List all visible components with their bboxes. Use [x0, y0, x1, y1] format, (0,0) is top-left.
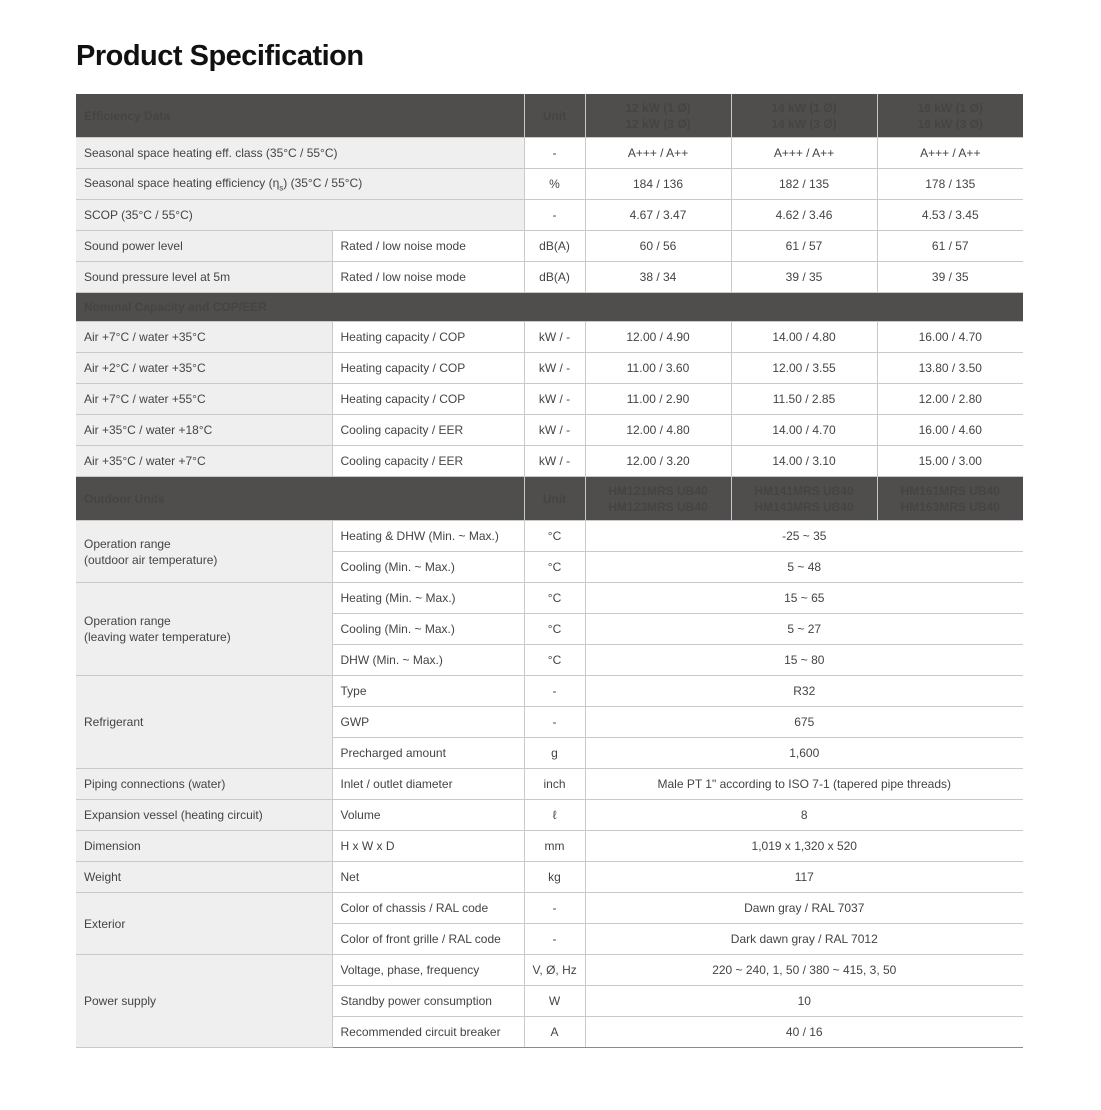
row-unit: kW / -: [524, 446, 585, 477]
row-value: A+++ / A++: [731, 138, 877, 169]
model-header: [877, 94, 1023, 138]
model-header: [585, 94, 731, 138]
row-sublabel: Cooling capacity / EER: [332, 415, 524, 446]
row-value: 4.67 / 3.47: [585, 200, 731, 231]
row-value: 13.80 / 3.50: [877, 353, 1023, 384]
table-row: [76, 521, 1023, 552]
row-sublabel: H x W x D: [332, 831, 524, 862]
label-subscript: s: [279, 183, 284, 193]
row-label: [76, 955, 332, 1048]
table-row: [76, 262, 1023, 293]
row-unit: -: [524, 676, 585, 707]
row-unit: inch: [524, 769, 585, 800]
row-unit: -: [524, 138, 585, 169]
row-unit: kW / -: [524, 322, 585, 353]
row-value: -25 ~ 35: [585, 521, 1023, 552]
row-sublabel: DHW (Min. ~ Max.): [332, 645, 524, 676]
header-line: 16 kW (1 Ø): [917, 100, 983, 115]
row-sublabel: Precharged amount: [332, 738, 524, 769]
header-line: 16 kW (3 Ø): [917, 116, 983, 131]
row-value: 39 / 35: [731, 262, 877, 293]
row-unit: V, Ø, Hz: [524, 955, 585, 986]
row-sublabel: Standby power consumption: [332, 986, 524, 1017]
row-value: 61 / 57: [877, 231, 1023, 262]
table-row: [76, 231, 1023, 262]
label-line: (leaving water temperature): [84, 630, 231, 644]
table-row: [76, 893, 1023, 924]
row-unit: °C: [524, 552, 585, 583]
row-value: Male PT 1" according to ISO 7-1 (tapered pipe threads): [585, 769, 1023, 800]
model-header: [585, 477, 731, 521]
row-value: 61 / 57: [731, 231, 877, 262]
table-row: [76, 138, 1023, 169]
table-row: [76, 583, 1023, 614]
table-row: [76, 831, 1023, 862]
header-line: 12 kW (1 Ø): [625, 100, 691, 115]
row-value: 117: [585, 862, 1023, 893]
label-text: ) (35°C / 55°C): [283, 175, 363, 190]
label-line: Dimension: [84, 839, 141, 853]
row-unit: °C: [524, 645, 585, 676]
row-unit: %: [524, 169, 585, 200]
row-value: 16.00 / 4.70: [877, 322, 1023, 353]
row-value: 12.00 / 4.90: [585, 322, 731, 353]
row-unit: -: [524, 707, 585, 738]
row-value: 12.00 / 4.80: [585, 415, 731, 446]
table-row: [76, 200, 1023, 231]
row-value: 11.00 / 2.90: [585, 384, 731, 415]
row-sublabel: Net: [332, 862, 524, 893]
label-line: (outdoor air temperature): [84, 552, 218, 567]
row-label: [76, 583, 332, 676]
row-value: 1,600: [585, 738, 1023, 769]
row-sublabel: Volume: [332, 800, 524, 831]
row-sublabel: Type: [332, 676, 524, 707]
table-row: [76, 800, 1023, 831]
row-value: 1,019 x 1,320 x 520: [585, 831, 1023, 862]
row-unit: W: [524, 986, 585, 1017]
label-line: Operation range: [84, 536, 171, 551]
table-row: [76, 384, 1023, 415]
table-row: [76, 769, 1023, 800]
row-unit: kW / -: [524, 353, 585, 384]
row-value: 15.00 / 3.00: [877, 446, 1023, 477]
row-value: 14.00 / 3.10: [731, 446, 877, 477]
table-row: [76, 862, 1023, 893]
row-unit: -: [524, 893, 585, 924]
row-value: 14.00 / 4.80: [731, 322, 877, 353]
label-line: Piping connections (water): [84, 777, 226, 791]
row-label: Sound power level: [76, 231, 332, 262]
row-label: SCOP (35°C / 55°C): [76, 200, 524, 231]
table-row: [76, 676, 1023, 707]
row-sublabel: Cooling capacity / EER: [332, 446, 524, 477]
row-sublabel: Inlet / outlet diameter: [332, 769, 524, 800]
row-unit: g: [524, 738, 585, 769]
row-sublabel: Heating & DHW (Min. ~ Max.): [332, 521, 524, 552]
row-value: 38 / 34: [585, 262, 731, 293]
label-line: Power supply: [84, 994, 157, 1008]
table-row: [76, 322, 1023, 353]
row-label: Air +35°C / water +18°C: [76, 415, 332, 446]
row-value: 12.00 / 2.80: [877, 384, 1023, 415]
row-value: 178 / 135: [877, 169, 1023, 200]
header-line: HM161MRS UB40: [900, 483, 1000, 498]
label-line: Refrigerant: [84, 715, 144, 729]
page-title: Product Specification: [76, 40, 364, 72]
row-value: 220 ~ 240, 1, 50 / 380 ~ 415, 3, 50: [585, 955, 1023, 986]
row-unit: mm: [524, 831, 585, 862]
row-value: 39 / 35: [877, 262, 1023, 293]
row-label: [76, 521, 332, 583]
row-value: 5 ~ 48: [585, 552, 1023, 583]
row-value: Dark dawn gray / RAL 7012: [585, 924, 1023, 955]
section-header-nominal: [76, 293, 1023, 322]
row-value: 184 / 136: [585, 169, 731, 200]
label-text: Seasonal space heating efficiency (η: [84, 175, 280, 190]
row-sublabel: Heating capacity / COP: [332, 322, 524, 353]
row-value: 40 / 16: [585, 1017, 1023, 1048]
row-sublabel: GWP: [332, 707, 524, 738]
row-label: [76, 800, 332, 831]
row-label: Air +7°C / water +35°C: [76, 322, 332, 353]
row-sublabel: Voltage, phase, frequency: [332, 955, 524, 986]
row-value: R32: [585, 676, 1023, 707]
row-unit: dB(A): [524, 262, 585, 293]
row-sublabel: Cooling (Min. ~ Max.): [332, 552, 524, 583]
row-value: A+++ / A++: [877, 138, 1023, 169]
header-line: 14 kW (1 Ø): [771, 100, 837, 115]
table-row: [76, 415, 1023, 446]
row-label: [76, 893, 332, 955]
row-unit: A: [524, 1017, 585, 1048]
spec-table: [76, 94, 1023, 1048]
row-sublabel: Rated / low noise mode: [332, 231, 524, 262]
label-line: Operation range: [84, 614, 171, 628]
row-sublabel: Heating capacity / COP: [332, 384, 524, 415]
row-unit: ℓ: [524, 800, 585, 831]
row-value: 12.00 / 3.55: [731, 353, 877, 384]
row-label: [76, 769, 332, 800]
label-line: Exterior: [84, 916, 126, 931]
row-sublabel: Rated / low noise mode: [332, 262, 524, 293]
section-title: Nominal Capacity and COP/EER: [76, 293, 1023, 322]
row-value: A+++ / A++: [585, 138, 731, 169]
row-value: 4.53 / 3.45: [877, 200, 1023, 231]
row-value: 14.00 / 4.70: [731, 415, 877, 446]
row-label: Sound pressure level at 5m: [76, 262, 332, 293]
row-unit: dB(A): [524, 231, 585, 262]
header-line: HM123MRS UB40: [608, 499, 708, 514]
row-value: 15 ~ 65: [585, 583, 1023, 614]
row-label: Seasonal space heating eff. class (35°C / 55°C): [76, 138, 524, 169]
table-row: [76, 446, 1023, 477]
row-value: Dawn gray / RAL 7037: [585, 893, 1023, 924]
section-header-efficiency: [76, 94, 1023, 138]
row-unit: °C: [524, 614, 585, 645]
row-label: [76, 676, 332, 769]
row-unit: °C: [524, 521, 585, 552]
row-value: 182 / 135: [731, 169, 877, 200]
row-unit: -: [524, 924, 585, 955]
row-value: 12.00 / 3.20: [585, 446, 731, 477]
row-label: Air +2°C / water +35°C: [76, 353, 332, 384]
header-line: HM141MRS UB40: [754, 483, 854, 498]
row-sublabel: Color of front grille / RAL code: [332, 924, 524, 955]
header-line: HM163MRS UB40: [900, 499, 1000, 514]
label-line: Expansion vessel (heating circuit): [84, 808, 263, 822]
row-value: 15 ~ 80: [585, 645, 1023, 676]
section-title: Efficiency Data: [76, 94, 524, 138]
row-value: 8: [585, 800, 1023, 831]
row-value: 675: [585, 707, 1023, 738]
row-label: Air +7°C / water +55°C: [76, 384, 332, 415]
row-label: [76, 169, 524, 200]
row-sublabel: Recommended circuit breaker: [332, 1017, 524, 1048]
row-unit: kW / -: [524, 415, 585, 446]
row-sublabel: Cooling (Min. ~ Max.): [332, 614, 524, 645]
row-label: Air +35°C / water +7°C: [76, 446, 332, 477]
row-value: 16.00 / 4.60: [877, 415, 1023, 446]
row-value: 11.50 / 2.85: [731, 384, 877, 415]
row-value: 11.00 / 3.60: [585, 353, 731, 384]
header-line: HM121MRS UB40: [608, 483, 708, 498]
row-unit: kg: [524, 862, 585, 893]
header-line: 12 kW (3 Ø): [625, 116, 691, 131]
unit-header: Unit: [524, 477, 585, 521]
row-label: [76, 862, 332, 893]
model-header: [731, 94, 877, 138]
row-unit: °C: [524, 583, 585, 614]
row-value: 60 / 56: [585, 231, 731, 262]
row-value: 4.62 / 3.46: [731, 200, 877, 231]
label-line: Weight: [84, 870, 122, 884]
table-row: [76, 169, 1023, 200]
model-header: [731, 477, 877, 521]
table-row: [76, 353, 1023, 384]
section-header-outdoor: [76, 477, 1023, 521]
section-title: Outdoor Units: [76, 477, 524, 521]
row-value: 5 ~ 27: [585, 614, 1023, 645]
row-sublabel: Color of chassis / RAL code: [332, 893, 524, 924]
row-sublabel: Heating capacity / COP: [332, 353, 524, 384]
table-row: [76, 955, 1023, 986]
header-line: HM143MRS UB40: [754, 499, 854, 514]
row-unit: kW / -: [524, 384, 585, 415]
model-header: [877, 477, 1023, 521]
header-line: 14 kW (3 Ø): [771, 116, 837, 131]
unit-header: Unit: [524, 94, 585, 138]
row-sublabel: Heating (Min. ~ Max.): [332, 583, 524, 614]
row-value: 10: [585, 986, 1023, 1017]
row-unit: -: [524, 200, 585, 231]
row-label: [76, 831, 332, 862]
